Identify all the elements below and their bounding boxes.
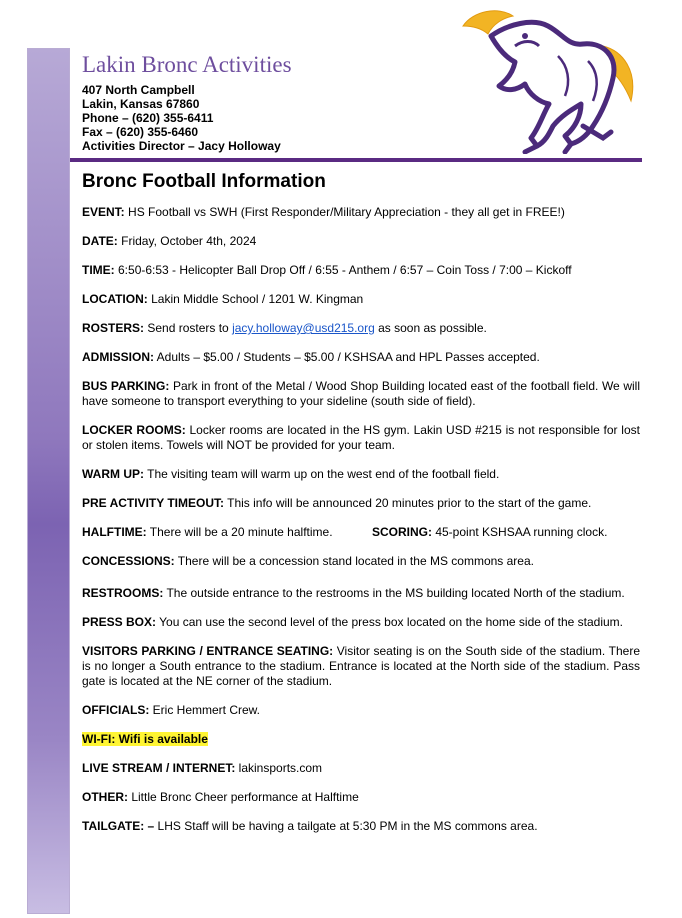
tailgate-text: LHS Staff will be having a tailgate at 5:30 PM in the MS commons area. xyxy=(154,819,538,833)
officials-text: Eric Hemmert Crew. xyxy=(149,703,261,717)
header-divider xyxy=(70,158,642,162)
halftime-item xyxy=(82,525,372,540)
tailgate-item xyxy=(82,819,640,834)
restrooms-text: The outside entrance to the restrooms in the MS building located North of the stadium. xyxy=(163,586,625,600)
bronco-horse-icon xyxy=(453,6,649,154)
halftime-label: HALFTIME: xyxy=(82,525,147,539)
admission-label: ADMISSION: xyxy=(82,350,154,364)
org-title: Lakin Bronc Activities xyxy=(82,52,292,77)
halftime-text: There will be a 20 minute halftime. xyxy=(146,525,333,539)
bus-parking-item xyxy=(82,379,640,409)
rosters-pre: Send rosters to xyxy=(144,321,233,335)
date-item xyxy=(82,234,640,249)
locker-rooms-text: Locker rooms are located in the HS gym. Lakin USD #215 is not responsible for lost or stolen items. Towels will NOT be provided for your team. xyxy=(82,423,640,452)
scoring-label: SCORING: xyxy=(372,525,432,539)
halftime-scoring-row xyxy=(82,525,640,540)
rosters-item xyxy=(82,321,640,336)
concessions-text: There will be a concession stand located in the MS commons area. xyxy=(174,554,534,568)
time-label: TIME: xyxy=(82,263,115,277)
bus-parking-text: Park in front of the Metal / Wood Shop Building located east of the football field. We will have someone to transport everything to your sideline (south side of field). xyxy=(82,379,640,408)
admission-text: Adults – $5.00 / Students – $5.00 / KSHSAA and HPL Passes accepted. xyxy=(154,350,540,364)
other-text: Little Bronc Cheer performance at Halftime xyxy=(128,790,359,804)
event-item xyxy=(82,205,640,220)
rosters-label: ROSTERS: xyxy=(82,321,145,335)
decorative-sidebar-bar xyxy=(27,48,70,914)
phone-line: Phone – (620) 355-6411 xyxy=(82,111,214,125)
rosters-email-link[interactable]: jacy.holloway@usd215.org xyxy=(232,321,375,335)
locker-rooms-item xyxy=(82,423,640,453)
live-stream-label: LIVE STREAM / INTERNET: xyxy=(82,761,236,775)
time-text: 6:50-6:53 - Helicopter Ball Drop Off / 6:55 - Anthem / 6:57 – Coin Toss / 7:00 – Kickoff xyxy=(114,263,572,277)
location-label: LOCATION: xyxy=(82,292,148,306)
restrooms-label: RESTROOMS: xyxy=(82,586,164,600)
location-text: Lakin Middle School / 1201 W. Kingman xyxy=(147,292,364,306)
visitors-text: Visitor seating is on the South side of the stadium. There is no longer a South entrance to the stadium. Entrance is located at the North side of the stadium. Pass gate is located at the NE corner of the stadium. xyxy=(82,644,640,688)
restrooms-item xyxy=(82,586,640,601)
press-box-text: You can use the second level of the press box located on the home side of the stadium. xyxy=(156,615,623,629)
city-line: Lakin, Kansas 67860 xyxy=(82,97,200,111)
date-text: Friday, October 4th, 2024 xyxy=(117,234,257,248)
live-stream-item xyxy=(82,761,640,776)
fax-line: Fax – (620) 355-6460 xyxy=(82,125,199,139)
wifi-highlight: WI-FI: Wifi is available xyxy=(82,732,208,746)
event-label: EVENT: xyxy=(82,205,125,219)
rosters-post: as soon as possible. xyxy=(374,321,487,335)
officials-label: OFFICIALS: xyxy=(82,703,150,717)
event-text: HS Football vs SWH (First Responder/Military Appreciation - they all get in FREE!) xyxy=(124,205,565,219)
officials-item xyxy=(82,703,640,718)
pre-activity-text: This info will be announced 20 minutes prior to the start of the game. xyxy=(224,496,592,510)
page-title: Bronc Football Information xyxy=(82,171,326,192)
visitors-label: VISITORS PARKING / ENTRANCE SEATING: xyxy=(82,644,334,658)
location-item xyxy=(82,292,640,307)
press-box-item xyxy=(82,615,640,630)
scoring-text: 45-point KSHSAA running clock. xyxy=(432,525,608,539)
admission-item xyxy=(82,350,640,365)
pre-activity-item xyxy=(82,496,640,511)
tailgate-label: TAILGATE: – xyxy=(82,819,155,833)
locker-rooms-label: LOCKER ROOMS: xyxy=(82,423,186,437)
pre-activity-label: PRE ACTIVITY TIMEOUT: xyxy=(82,496,225,510)
document-body xyxy=(82,170,640,848)
concessions-item xyxy=(82,554,640,569)
letterhead xyxy=(82,52,292,153)
other-item xyxy=(82,790,640,805)
warm-up-item xyxy=(82,467,640,482)
scoring-item xyxy=(372,525,607,540)
warm-up-label: WARM UP: xyxy=(82,467,144,481)
press-box-label: PRESS BOX: xyxy=(82,615,157,629)
address-line: 407 North Campbell xyxy=(82,83,195,97)
bus-parking-label: BUS PARKING: xyxy=(82,379,170,393)
time-item xyxy=(82,263,640,278)
warm-up-text: The visiting team will warm up on the west end of the football field. xyxy=(144,467,500,481)
live-stream-text: lakinsports.com xyxy=(235,761,323,775)
concessions-label: CONCESSIONS: xyxy=(82,554,175,568)
wifi-item xyxy=(82,732,640,747)
visitors-item xyxy=(82,644,640,689)
date-label: DATE: xyxy=(82,234,118,248)
other-label: OTHER: xyxy=(82,790,128,804)
director-line: Activities Director – Jacy Holloway xyxy=(82,139,281,153)
